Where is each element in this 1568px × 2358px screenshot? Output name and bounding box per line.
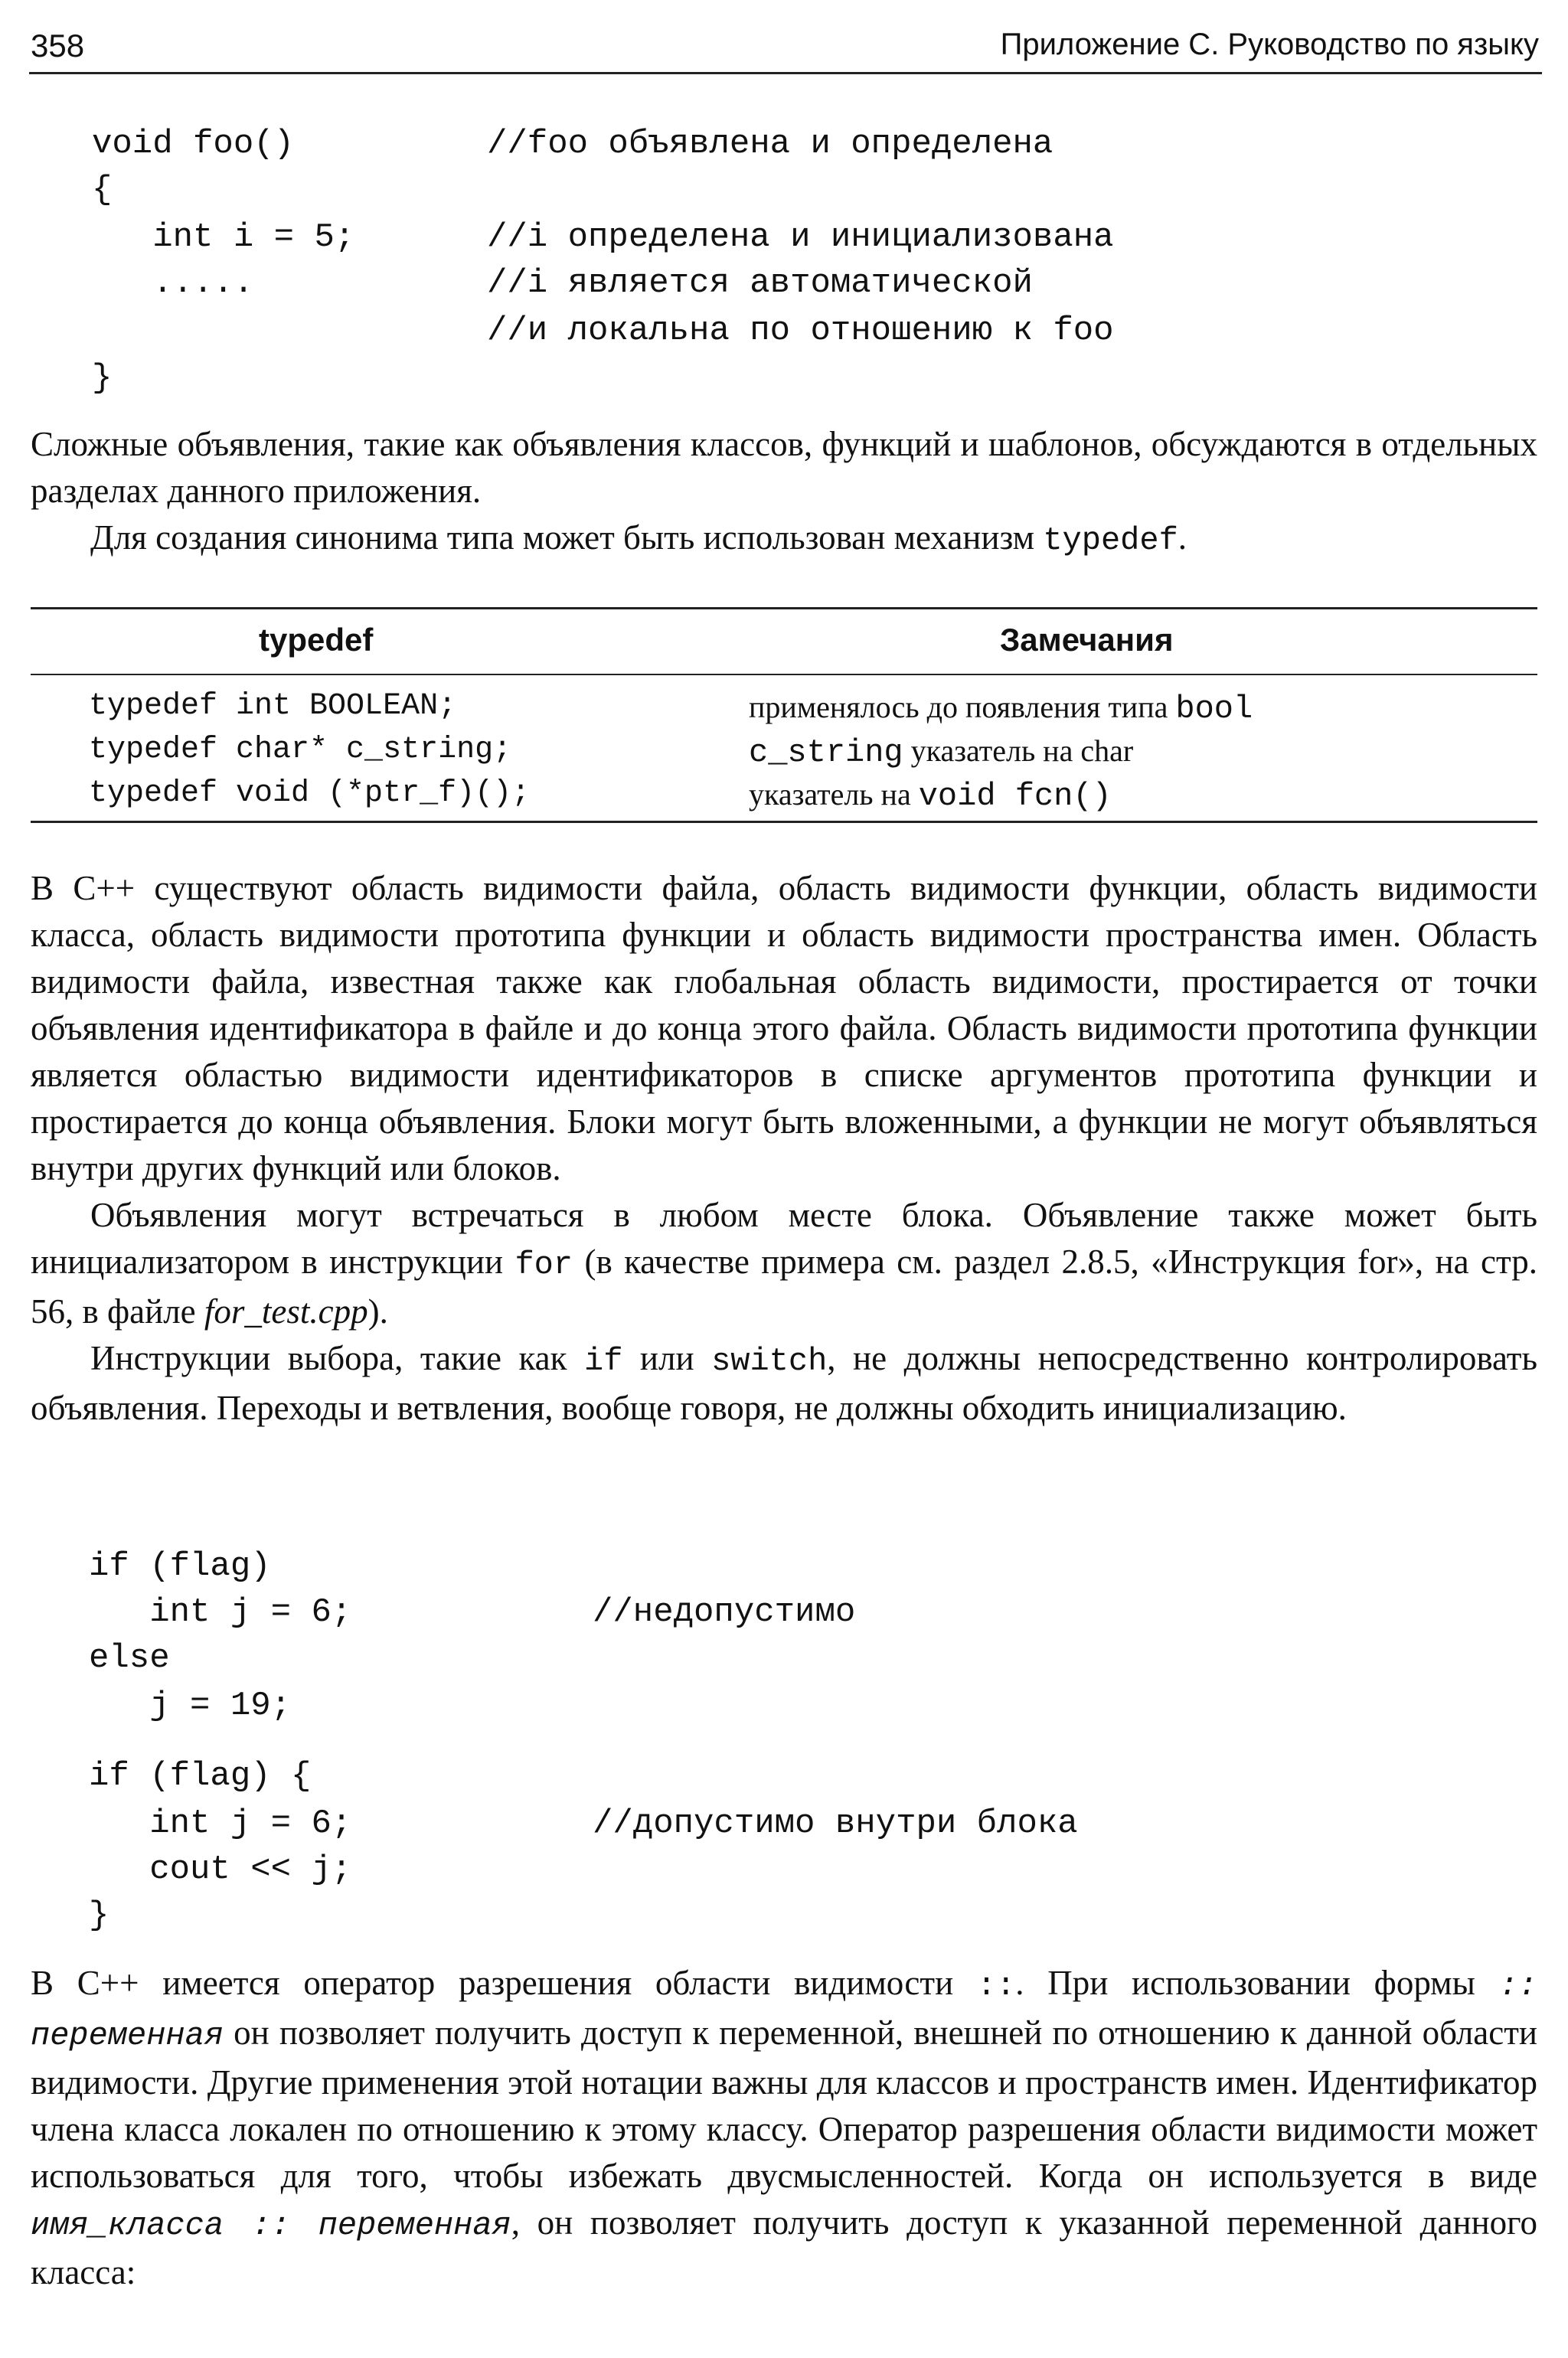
table-header-rule [31,674,1537,675]
paragraph-text: он позволяет получить доступ к переменной, внешней по отношению к данной области видимости. Другие применения этой нотации важны для классов и пространств имен. Идентификатор члена класса локален по отношению к этому классу. Оператор разрешения области видимости может использоваться для того, чтобы избежать двусмысленностей. Когда он используется в виде [31,2013,1537,2195]
code-line: } [89,1896,109,1935]
table-top-rule [31,607,1537,609]
inline-code: :: [976,1968,1016,2004]
code-line: cout << j; [89,1850,352,1889]
note-text: указатель на [749,777,919,812]
table-cell-note [749,689,1253,727]
code-line: int j = 6; [89,1593,352,1631]
paragraph-text: . [1178,518,1187,557]
inline-code: if [584,1343,623,1380]
paragraph-declarations [31,1192,1537,1335]
table-bottom-rule [31,821,1537,823]
inline-code: switch [711,1343,828,1380]
paragraph-text: Объявления могут встречаться в любом месте блока. Объявление также может быть инициализатором в инструкции [31,1196,1537,1281]
code-comment: //и локальна по отношению к foo [487,312,1114,350]
code-comment: //i является автоматической [487,264,1033,302]
paragraph-scope-resolution [31,1960,1537,2296]
paragraph-text: Для создания синонима типа может быть использован механизм [90,518,1044,557]
table-cell-decl: typedef void (*ptr_f)(); [89,776,531,811]
code-line: if (flag) [89,1547,271,1586]
paragraph-text: . При использовании формы [1015,1964,1499,2002]
inline-code: typedef [1043,522,1178,559]
paragraph-text: , не должны непосредственно контролировать объявления. Переходы и ветвления, вообще говоря, не должны обходить инициализацию. [31,1339,1537,1427]
paragraph-text: В C++ существуют область видимости файла, область видимости функции, область видимости класса, область видимости прототипа функции и область видимости пространства имен. Область видимости файла, известная также как глобальная область видимости, простирается от точки объявления идентификатора в файле и до конца этого файла. Область видимости прототипа функции является областью видимости идентификаторов в списке аргументов прототипа функции и простирается до конца объявления. Блоки могут быть вложенными, а функции не могут объявляться внутри других функций или блоков. [31,869,1537,1187]
running-title: Приложение С. Руководство по языку [1000,28,1539,61]
inline-code: for [514,1246,573,1283]
code-line: if (flag) { [89,1757,312,1795]
file-name: for_test.cpp [204,1292,368,1331]
note-text: указатель на char [903,733,1134,768]
inline-code: bool [1175,691,1253,727]
paragraph-complex-declarations [31,421,1537,564]
table-header-notes: Замечания [1000,622,1174,658]
code-line: void foo() [92,125,295,163]
table-header-typedef: typedef [259,622,374,658]
code-line: else [89,1639,170,1677]
code-comment: //недопустимо [593,1593,856,1631]
note-text: применялось до появления типа [749,690,1176,724]
code-comment: //допустимо внутри блока [593,1804,1078,1843]
code-comment: //foo объявлена и определена [487,125,1054,163]
table-cell-decl: typedef int BOOLEAN; [89,689,457,723]
code-line: } [92,359,113,397]
paragraph-selection [31,1335,1537,1432]
paragraph-text: Инструкции выбора, такие как [90,1339,585,1377]
code-comment: //i определена и инициализована [487,218,1114,256]
table-cell-note [749,776,1112,815]
paragraph-text: Сложные объявления, такие как объявления классов, функций и шаблонов, обсуждаются в отдельных разделах данного приложения. [31,425,1537,510]
paragraph-text: , он позволяет получить доступ к указанной переменной данного класса: [31,2203,1537,2291]
code-line: int i = 5; [92,218,355,256]
table-cell-decl: typedef char* c_string; [89,733,512,767]
inline-code: c_string [749,734,903,771]
paragraph-text: ). [368,1292,388,1331]
code-line: ..... [92,264,254,302]
table-cell-note [749,733,1133,771]
paragraph-text: или [622,1339,712,1377]
paragraph-text: В C++ имеется оператор разрешения области видимости [31,1964,977,2002]
code-line: j = 19; [89,1687,292,1725]
paragraph-typedef-intro [31,514,1537,564]
paragraph-text [31,1960,1537,2296]
code-line: { [92,171,113,209]
inline-code: void fcn() [918,778,1112,815]
code-line: int j = 6; [89,1804,352,1843]
inline-code: имя_класса :: переменная [31,2207,511,2244]
paragraph-scopes [31,865,1537,1432]
paragraph-text: (в качестве примера см. раздел 2.8.5, «Инструкция for», на стр. 56, в файле [31,1243,1537,1331]
inline-code: :: переменная [31,1968,1537,2054]
page-number: 358 [31,28,85,64]
